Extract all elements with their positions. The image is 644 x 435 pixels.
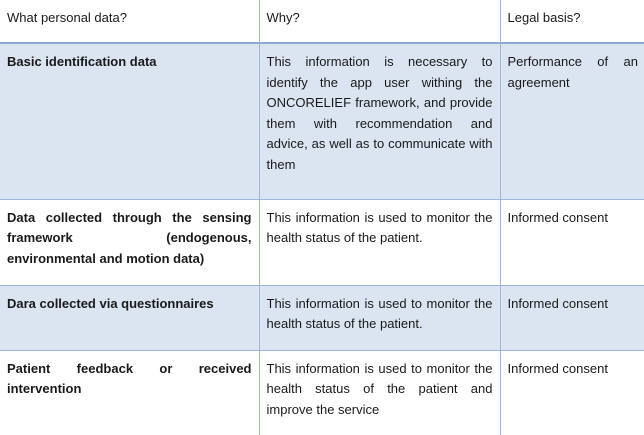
personal-data-cell: Data collected through the sensing framework (endogenous, environmental and motion data) (0, 199, 259, 285)
table-row (0, 285, 644, 350)
personal-data-cell: Dara collected via questionnaires (0, 285, 259, 350)
why-cell: This information is used to monitor the health status of the patient. (259, 199, 500, 285)
personal-data-cell: Basic identification data (0, 43, 259, 199)
legal-basis-cell: Informed consent (500, 199, 644, 285)
header-why: Why? (259, 0, 500, 43)
why-cell: This information is used to monitor the health status of the patient. (259, 285, 500, 350)
personal-data-cell: Patient feedback or received intervention (7, 360, 252, 396)
table-row (0, 43, 644, 199)
table-header-row (0, 0, 644, 43)
legal-basis-cell: Informed consent (500, 285, 644, 350)
table-row (0, 350, 644, 435)
legal-basis-cell: Informed consent (500, 350, 644, 435)
table-row (0, 199, 644, 285)
header-legal-basis: Legal basis? (500, 0, 644, 43)
why-cell: This information is used to monitor the health status of the patient and improve the service (259, 350, 500, 435)
legal-basis-cell: Performance of an agreement (500, 43, 644, 199)
header-personal-data: What personal data? (0, 0, 259, 43)
why-cell: This information is necessary to identify the app user withing the ONCORELIEF framework, and provide them with recommendation and advice, as well as to communicate with them (259, 43, 500, 199)
